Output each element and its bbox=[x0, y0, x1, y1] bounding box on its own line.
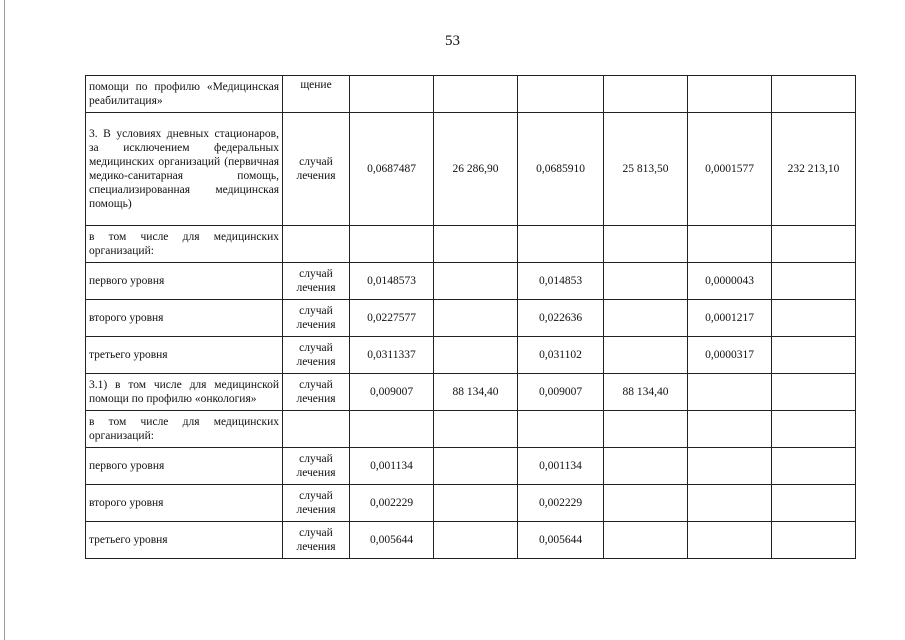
table-row bbox=[86, 76, 856, 113]
row-value-5 bbox=[688, 76, 772, 113]
row-value-5 bbox=[688, 374, 772, 411]
row-name: 3. В условиях дневных стационаров, за исключением федеральных медицинских организаций (первичная медико-санитарная помощь, специализированная медицинская помощь) bbox=[86, 113, 283, 226]
row-value-6 bbox=[772, 76, 856, 113]
row-value-3 bbox=[518, 76, 604, 113]
row-unit: случай лечения bbox=[283, 485, 350, 522]
row-value-1: 0,0148573 bbox=[350, 263, 434, 300]
row-unit: случай лечения bbox=[283, 337, 350, 374]
row-unit bbox=[283, 226, 350, 263]
row-value-4 bbox=[604, 300, 688, 337]
row-name: третьего уровня bbox=[86, 522, 283, 559]
page-edge-line bbox=[4, 0, 5, 640]
row-name: первого уровня bbox=[86, 448, 283, 485]
page-number: 53 bbox=[445, 33, 460, 49]
row-value-2 bbox=[434, 448, 518, 485]
row-value-6 bbox=[772, 300, 856, 337]
row-value-6 bbox=[772, 337, 856, 374]
row-unit: случай лечения bbox=[283, 113, 350, 226]
row-value-2 bbox=[434, 300, 518, 337]
row-unit: случай лечения bbox=[283, 300, 350, 337]
row-value-6 bbox=[772, 411, 856, 448]
row-value-1: 0,0687487 bbox=[350, 113, 434, 226]
row-value-6 bbox=[772, 374, 856, 411]
row-unit: случай лечения bbox=[283, 522, 350, 559]
row-value-3: 0,031102 bbox=[518, 337, 604, 374]
row-value-4 bbox=[604, 485, 688, 522]
row-value-4: 25 813,50 bbox=[604, 113, 688, 226]
row-value-6 bbox=[772, 522, 856, 559]
row-value-2 bbox=[434, 522, 518, 559]
row-value-5: 0,0001217 bbox=[688, 300, 772, 337]
table-row bbox=[86, 337, 856, 374]
row-value-2 bbox=[434, 337, 518, 374]
row-value-5 bbox=[688, 448, 772, 485]
table-row bbox=[86, 522, 856, 559]
row-value-5 bbox=[688, 226, 772, 263]
row-value-6 bbox=[772, 263, 856, 300]
row-value-3: 0,009007 bbox=[518, 374, 604, 411]
row-value-1 bbox=[350, 76, 434, 113]
row-name: помощи по профилю «Медицинская реабилитация» bbox=[86, 76, 283, 113]
table-row bbox=[86, 113, 856, 226]
row-value-6 bbox=[772, 485, 856, 522]
row-value-1: 0,001134 bbox=[350, 448, 434, 485]
row-value-6: 232 213,10 bbox=[772, 113, 856, 226]
table-row bbox=[86, 263, 856, 300]
table-row bbox=[86, 226, 856, 263]
row-value-3: 0,022636 bbox=[518, 300, 604, 337]
row-value-2: 88 134,40 bbox=[434, 374, 518, 411]
row-value-1: 0,002229 bbox=[350, 485, 434, 522]
row-value-4: 88 134,40 bbox=[604, 374, 688, 411]
row-unit: случай лечения bbox=[283, 374, 350, 411]
row-value-3: 0,002229 bbox=[518, 485, 604, 522]
row-name: первого уровня bbox=[86, 263, 283, 300]
row-value-3: 0,005644 bbox=[518, 522, 604, 559]
row-value-6 bbox=[772, 448, 856, 485]
row-name: второго уровня bbox=[86, 485, 283, 522]
row-value-3 bbox=[518, 226, 604, 263]
row-value-1: 0,0311337 bbox=[350, 337, 434, 374]
row-name: в том числе для медицинских организаций: bbox=[86, 411, 283, 448]
row-unit: случай лечения bbox=[283, 263, 350, 300]
row-value-5 bbox=[688, 411, 772, 448]
row-value-2 bbox=[434, 485, 518, 522]
row-value-3: 0,001134 bbox=[518, 448, 604, 485]
row-value-4 bbox=[604, 448, 688, 485]
row-value-4 bbox=[604, 411, 688, 448]
row-value-3 bbox=[518, 411, 604, 448]
row-value-5: 0,0000317 bbox=[688, 337, 772, 374]
row-value-5: 0,0000043 bbox=[688, 263, 772, 300]
row-value-1 bbox=[350, 226, 434, 263]
row-value-5: 0,0001577 bbox=[688, 113, 772, 226]
row-name: третьего уровня bbox=[86, 337, 283, 374]
table-row bbox=[86, 485, 856, 522]
row-value-2 bbox=[434, 226, 518, 263]
row-value-1: 0,0227577 bbox=[350, 300, 434, 337]
table-row bbox=[86, 411, 856, 448]
table-row bbox=[86, 300, 856, 337]
row-value-3: 0,0685910 bbox=[518, 113, 604, 226]
row-value-2 bbox=[434, 76, 518, 113]
row-value-6 bbox=[772, 226, 856, 263]
row-value-1: 0,005644 bbox=[350, 522, 434, 559]
row-value-4 bbox=[604, 76, 688, 113]
row-name: в том числе для медицинских организаций: bbox=[86, 226, 283, 263]
row-value-5 bbox=[688, 485, 772, 522]
row-value-2 bbox=[434, 263, 518, 300]
row-value-2 bbox=[434, 411, 518, 448]
row-value-3: 0,014853 bbox=[518, 263, 604, 300]
table-row bbox=[86, 374, 856, 411]
table-row bbox=[86, 448, 856, 485]
row-value-4 bbox=[604, 337, 688, 374]
row-value-4 bbox=[604, 522, 688, 559]
row-name: второго уровня bbox=[86, 300, 283, 337]
row-value-4 bbox=[604, 226, 688, 263]
row-unit: щение bbox=[283, 76, 350, 113]
row-value-4 bbox=[604, 263, 688, 300]
row-value-1: 0,009007 bbox=[350, 374, 434, 411]
row-value-2: 26 286,90 bbox=[434, 113, 518, 226]
row-unit: случай лечения bbox=[283, 448, 350, 485]
row-name: 3.1) в том числе для медицинской помощи по профилю «онкология» bbox=[86, 374, 283, 411]
row-value-5 bbox=[688, 522, 772, 559]
rates-table bbox=[85, 75, 856, 559]
row-value-1 bbox=[350, 411, 434, 448]
row-unit bbox=[283, 411, 350, 448]
